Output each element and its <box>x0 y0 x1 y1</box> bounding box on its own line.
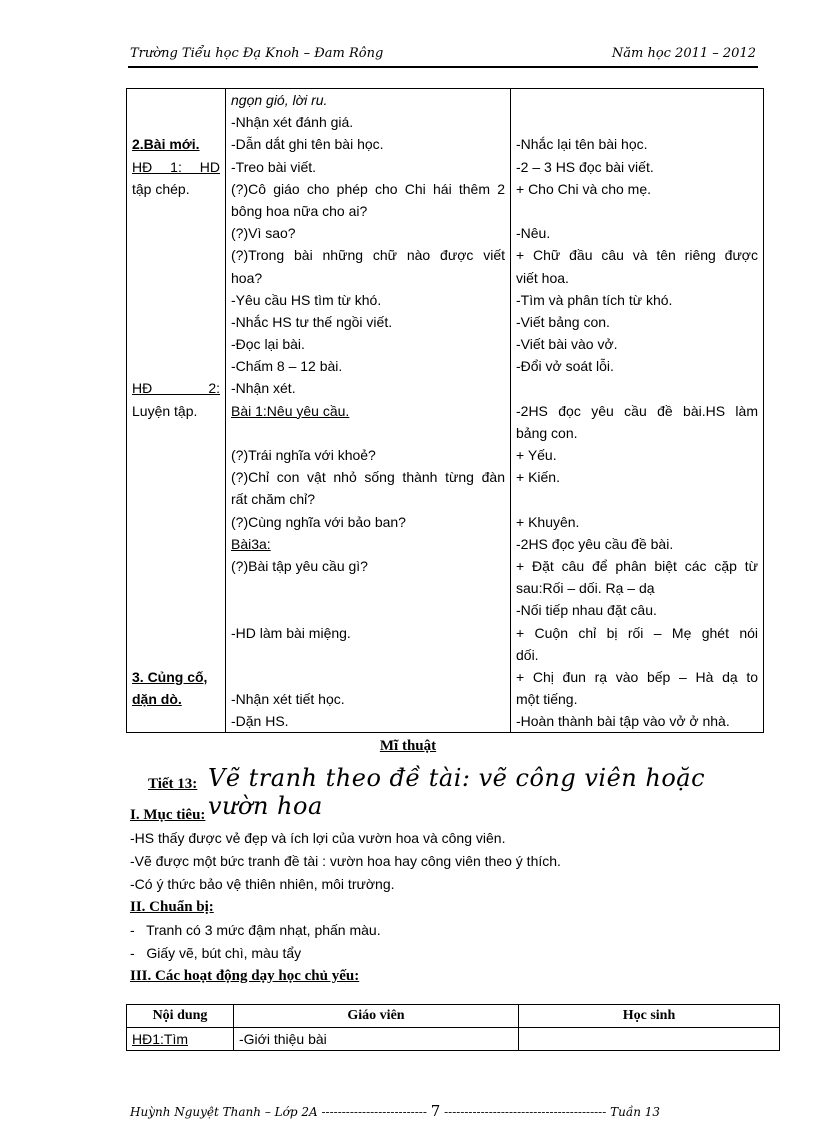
student-line: -2HS đọc yêu cầu đề bài. <box>516 535 674 552</box>
student-line <box>516 111 758 133</box>
content-line <box>132 89 220 111</box>
activities-heading: III. Các hoạt động dạy học chủ yếu: <box>130 968 360 984</box>
student-line: + Yếu. <box>516 447 557 463</box>
teacher-line: (?)Trong bài những chữ nào được viết <box>231 247 505 264</box>
header-content: Nội dung <box>127 1005 234 1028</box>
teacher-line: rất chăm chỉ? <box>231 491 316 508</box>
content-line <box>132 488 220 510</box>
lesson-name: Vẽ tranh theo đề tài: vẽ công viên hoặc vườn hoa <box>208 764 706 820</box>
content-line <box>132 511 220 533</box>
objective-item: -Vẽ được một bức tranh đề tài : vườn hoa hay công viên theo ý thích. <box>130 853 561 869</box>
objective-item: -Có ý thức bảo vệ thiên nhiên, môi trường. <box>130 876 395 892</box>
content-line <box>132 533 220 555</box>
student-line: -Nêu. <box>516 225 551 242</box>
prep-item: - Giấy vẽ, bút chì, màu tẩy <box>130 945 302 961</box>
teacher-line: (?)Cùng nghĩa với bảo ban? <box>231 513 406 530</box>
prep-heading: II. Chuẩn bị: <box>130 899 214 915</box>
content-line: dặn dò. <box>132 691 182 708</box>
student-line: -Nối tiếp nhau đặt câu. <box>516 602 657 619</box>
objectives-section <box>130 804 770 988</box>
header-teacher: Giáo viên <box>234 1005 519 1028</box>
teacher-line: (?)Bài tập yêu cầu gì? <box>231 557 368 574</box>
content-line <box>132 444 220 466</box>
teacher-line <box>231 666 505 688</box>
content-line: 3. Củng cố, <box>132 668 208 685</box>
student-line: -Hoàn thành bài tập vào vở ở nhà. <box>516 713 730 730</box>
student-line: dối. <box>516 646 539 663</box>
student-line: -Tìm và phân tích từ khó. <box>516 291 673 308</box>
content-line <box>132 244 220 266</box>
student-line: + Cuộn chỉ bị rối – Mẹ ghét nói <box>516 624 758 641</box>
content-line: HĐ 2: <box>132 380 220 397</box>
footer-week: Tuần 13 <box>610 1105 661 1119</box>
teacher-line: (?)Trái nghĩa với khoẻ? <box>231 447 376 463</box>
teacher-line <box>231 422 505 444</box>
teacher-line <box>231 644 505 666</box>
student-line: + Cho Chi và cho mẹ. <box>516 180 652 197</box>
teacher-line: (?)Chỉ con vật nhỏ sống thành từng đàn <box>231 469 505 486</box>
content-line <box>132 555 220 577</box>
content-line: 2.Bài mới. <box>132 136 200 153</box>
content-line <box>132 333 220 355</box>
student-line: -Đổi vở soát lỗi. <box>516 358 614 375</box>
teacher-line <box>231 599 505 621</box>
teacher-line <box>231 577 505 599</box>
student-line: -Viết bài vào vở. <box>516 336 618 353</box>
page-number: 7 <box>430 1102 441 1120</box>
page-header <box>128 44 758 68</box>
content-line <box>132 111 220 133</box>
objective-item: -HS thấy được vẻ đẹp và ích lợi của vườn hoa và công viên. <box>130 830 506 846</box>
content-line <box>132 422 220 444</box>
student-line: + Khuyên. <box>516 513 580 530</box>
content-line <box>132 289 220 311</box>
student-line: + Chị đun rạ vào bếp – Hà dạ to <box>516 668 758 685</box>
school-year: Năm học 2011 – 2012 <box>611 46 756 61</box>
student-line: một tiếng. <box>516 691 578 708</box>
content-line <box>132 222 220 244</box>
page-footer <box>130 1102 760 1120</box>
content-line <box>132 200 220 222</box>
teacher-line: ngọn gió, lời ru. <box>231 92 328 108</box>
teacher-line: -Nhận xét đánh giá. <box>231 114 354 131</box>
content-line <box>132 577 220 599</box>
student-line: + Chữ đầu câu và tên riêng được <box>516 247 758 264</box>
teacher-line: -Nhận xét. <box>231 380 296 397</box>
student-line: sau:Rối – dối. Rạ – dạ <box>516 580 655 597</box>
teacher-line: Bài 1:Nêu yêu cầu. <box>231 402 350 419</box>
header-student: Học sinh <box>519 1005 780 1028</box>
teacher-line: -Đọc lại bài. <box>231 336 305 353</box>
content-line <box>132 622 220 644</box>
student-line <box>516 377 758 399</box>
student-line <box>516 89 758 111</box>
content-line <box>132 311 220 333</box>
student-line: + Kiến. <box>516 469 560 486</box>
teacher-line: Bài3a: <box>231 535 271 552</box>
content-line: Luyện tập. <box>132 402 198 419</box>
content-line <box>132 710 220 732</box>
school-name: Trường Tiểu học Đạ Knoh – Đam Rông <box>130 46 384 61</box>
content-line <box>132 466 220 488</box>
student-line: -2 – 3 HS đọc bài viết. <box>516 158 654 175</box>
activities-table <box>126 1004 780 1051</box>
student-line: -2HS đọc yêu cầu đề bài.HS làm <box>516 402 758 419</box>
teacher-line: (?)Vì sao? <box>231 225 296 242</box>
objectives-heading: I. Mục tiêu: <box>130 807 206 823</box>
content-line: tập chép. <box>132 180 190 197</box>
student-line <box>516 488 758 510</box>
content-line <box>132 355 220 377</box>
footer-author: Huỳnh Nguyệt Thanh – Lớp 2A <box>130 1105 318 1119</box>
content-line <box>132 644 220 666</box>
teacher-line: -Nhắc HS tư thế ngồi viết. <box>231 313 393 330</box>
teacher-line: (?)Cô giáo cho phép cho Chi hái thêm 2 <box>231 180 505 197</box>
student-line <box>516 200 758 222</box>
student-line: -Nhắc lại tên bài học. <box>516 136 648 153</box>
lesson-plan-table <box>126 88 764 733</box>
teacher-line: hoa? <box>231 269 263 286</box>
lesson-number: Tiết 13: <box>148 776 198 792</box>
student-line: -Viết bảng con. <box>516 313 610 330</box>
row-content: HĐ1:Tìm <box>127 1028 234 1051</box>
footer-dashes-left: -------------------------- <box>321 1105 427 1119</box>
student-line: bảng con. <box>516 424 578 441</box>
content-column <box>127 89 226 733</box>
content-line <box>132 267 220 289</box>
row-teacher: -Giới thiệu bài <box>234 1028 519 1051</box>
student-line: viết hoa. <box>516 269 569 286</box>
content-line: HĐ 1: HD <box>132 158 220 175</box>
teacher-line: -Dặn HS. <box>231 713 289 730</box>
teacher-line: -HD làm bài miệng. <box>231 624 351 641</box>
content-line <box>132 599 220 621</box>
student-line: + Đặt câu để phân biệt các cặp từ <box>516 557 758 574</box>
footer-dashes-right: ---------------------------------------- <box>444 1105 607 1119</box>
teacher-line: bông hoa nữa cho ai? <box>231 202 368 219</box>
teacher-line: -Dẫn dắt ghi tên bài học. <box>231 136 384 153</box>
row-student <box>519 1028 780 1051</box>
teacher-line: -Nhận xét tiết học. <box>231 691 345 708</box>
student-column <box>511 89 764 733</box>
teacher-column <box>226 89 511 733</box>
teacher-line: -Chấm 8 – 12 bài. <box>231 358 343 375</box>
subject-title: Mĩ thuật <box>379 738 437 754</box>
teacher-line: -Treo bài viết. <box>231 158 317 175</box>
prep-item: - Tranh có 3 mức đậm nhạt, phấn màu. <box>130 922 381 938</box>
teacher-line: -Yêu cầu HS tìm từ khó. <box>231 291 382 308</box>
